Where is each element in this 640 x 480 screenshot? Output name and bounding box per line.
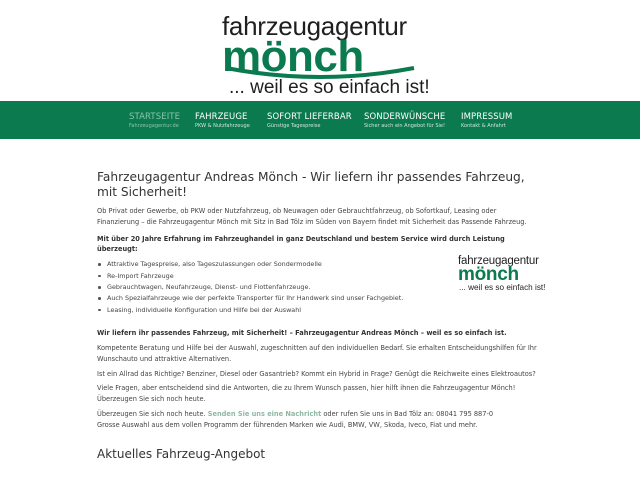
nav-label: FAHRZEUGE — [195, 112, 248, 122]
nav-label: SOFORT LIEFERBAR — [267, 112, 352, 122]
intro-text: Ob Privat oder Gewerbe, ob PKW oder Nutzfahrzeug, ob Neuwagen oder Gebrauchtfahrzeug, ob Sofortkauf, Leasing oder Finanzierung – die Fahrzeugagentur Mönch mit Sitz in Bad Tölz im Süden von Bayern findet mit Sicherheit das Passende Fahrzeug. — [97, 207, 527, 226]
contact-text — [97, 409, 540, 431]
content-logo-slogan: ... weil es so einfach ist! — [459, 283, 546, 293]
nav-label: STARTSEITE — [129, 112, 181, 122]
nav-item-impressum[interactable] — [461, 112, 513, 130]
content-logo-top: fahrzeugagentur — [458, 255, 539, 268]
nav-item-sonderwuensche[interactable] — [364, 112, 445, 130]
main-navigation — [0, 101, 640, 139]
nav-sublabel: Kontakt & Anfahrt — [461, 123, 506, 129]
nav-sublabel: Sicher auch ein Angebot für Sie! — [364, 123, 446, 129]
list-item: Auch Spezialfahrzeuge wie der perfekte Transporter für Ihr Handwerk sind unser Fachgebiet. — [97, 293, 540, 304]
list-item: Attraktive Tagespreise, also Tageszulassungen oder Sondermodelle — [97, 259, 540, 270]
send-message-link[interactable]: Senden Sie uns eine Nachricht — [207, 409, 322, 418]
content-logo-main: mönch — [458, 264, 519, 286]
list-item: Re-Import Fahrzeuge — [97, 271, 540, 282]
questions-text: Ist ein Allrad das Richtige? Benziner, Diesel oder Gasantrieb? Kommt ein Hybrid in Frage? Genügt die Reichweite eines Elektroautos? — [97, 369, 536, 378]
header — [0, 0, 640, 101]
logo-slogan: ... weil es so einfach ist! — [229, 77, 430, 98]
nav-label: IMPRESSUM — [461, 112, 513, 122]
section-title: Aktuelles Fahrzeug-Angebot — [97, 446, 266, 461]
logo-top-text: fahrzeugagentur — [222, 11, 407, 41]
brands-text: Grosse Auswahl aus dem vollen Programm der führenden Marken wie Audi, BMW, VW, Skoda, Iveco, Fiat und mehr. — [97, 420, 478, 429]
nav-item-fahrzeuge[interactable] — [195, 112, 250, 130]
main-content — [97, 170, 546, 462]
contact-pre-text: Überzeugen Sie sich noch heute. — [97, 409, 206, 418]
feature-section — [97, 255, 546, 317]
contact-post-text: oder rufen Sie uns in Bad Tölz an: 08041 795 887-0 — [323, 409, 494, 418]
content-logo — [458, 255, 544, 295]
list-item: Gebrauchtwagen, Neufahrzeuge, Dienst- und Flottenfahrzeuge. — [97, 282, 540, 293]
answers-text: Viele Fragen, aber entscheidend sind die Antworten, die zu Ihrem Wunsch passen, hier hilft ihnen die Fahrzeugagentur Mönch! Überzeugen Sie sich noch heute. — [97, 384, 516, 404]
nav-sublabel: PKW & Nutzfahrzeuge — [195, 123, 250, 129]
nav-item-startseite[interactable] — [129, 112, 180, 130]
nav-sublabel: Fahrzeugagentur.de — [129, 123, 179, 129]
site-logo[interactable] — [222, 11, 430, 98]
logo-main-text: mönch — [222, 32, 364, 81]
nav-label: SONDERWÜNSCHE — [364, 112, 446, 122]
advice-text: Kompetente Beratung und Hilfe bei der Auswahl, zugeschnitten auf den individuellen Bedarf. Sie erhalten Entscheidungshilfen für Ihr Wunschauto und attraktive Alternativen. — [97, 343, 537, 363]
page-title: Fahrzeugagentur Andreas Mönch - Wir liefern ihr passendes Fahrzeug, mit Sicherheit! — [97, 170, 525, 199]
claim-text: Wir liefern ihr passendes Fahrzeug, mit Sicherheit! – Fahrzeugagentur Andreas Mönch – weil es so einfach ist. — [97, 329, 507, 338]
experience-text: Mit über 20 Jahre Erfahrung im Fahrzeughandel in ganz Deutschland und bestem Service wird durch Leistung überzeugt: — [97, 234, 505, 254]
nav-item-sofort-lieferbar[interactable] — [267, 112, 352, 130]
nav-sublabel: Günstige Tagespreise — [267, 123, 321, 129]
list-item: Leasing, individuelle Konfiguration und Hilfe bei der Auswahl — [97, 305, 540, 316]
